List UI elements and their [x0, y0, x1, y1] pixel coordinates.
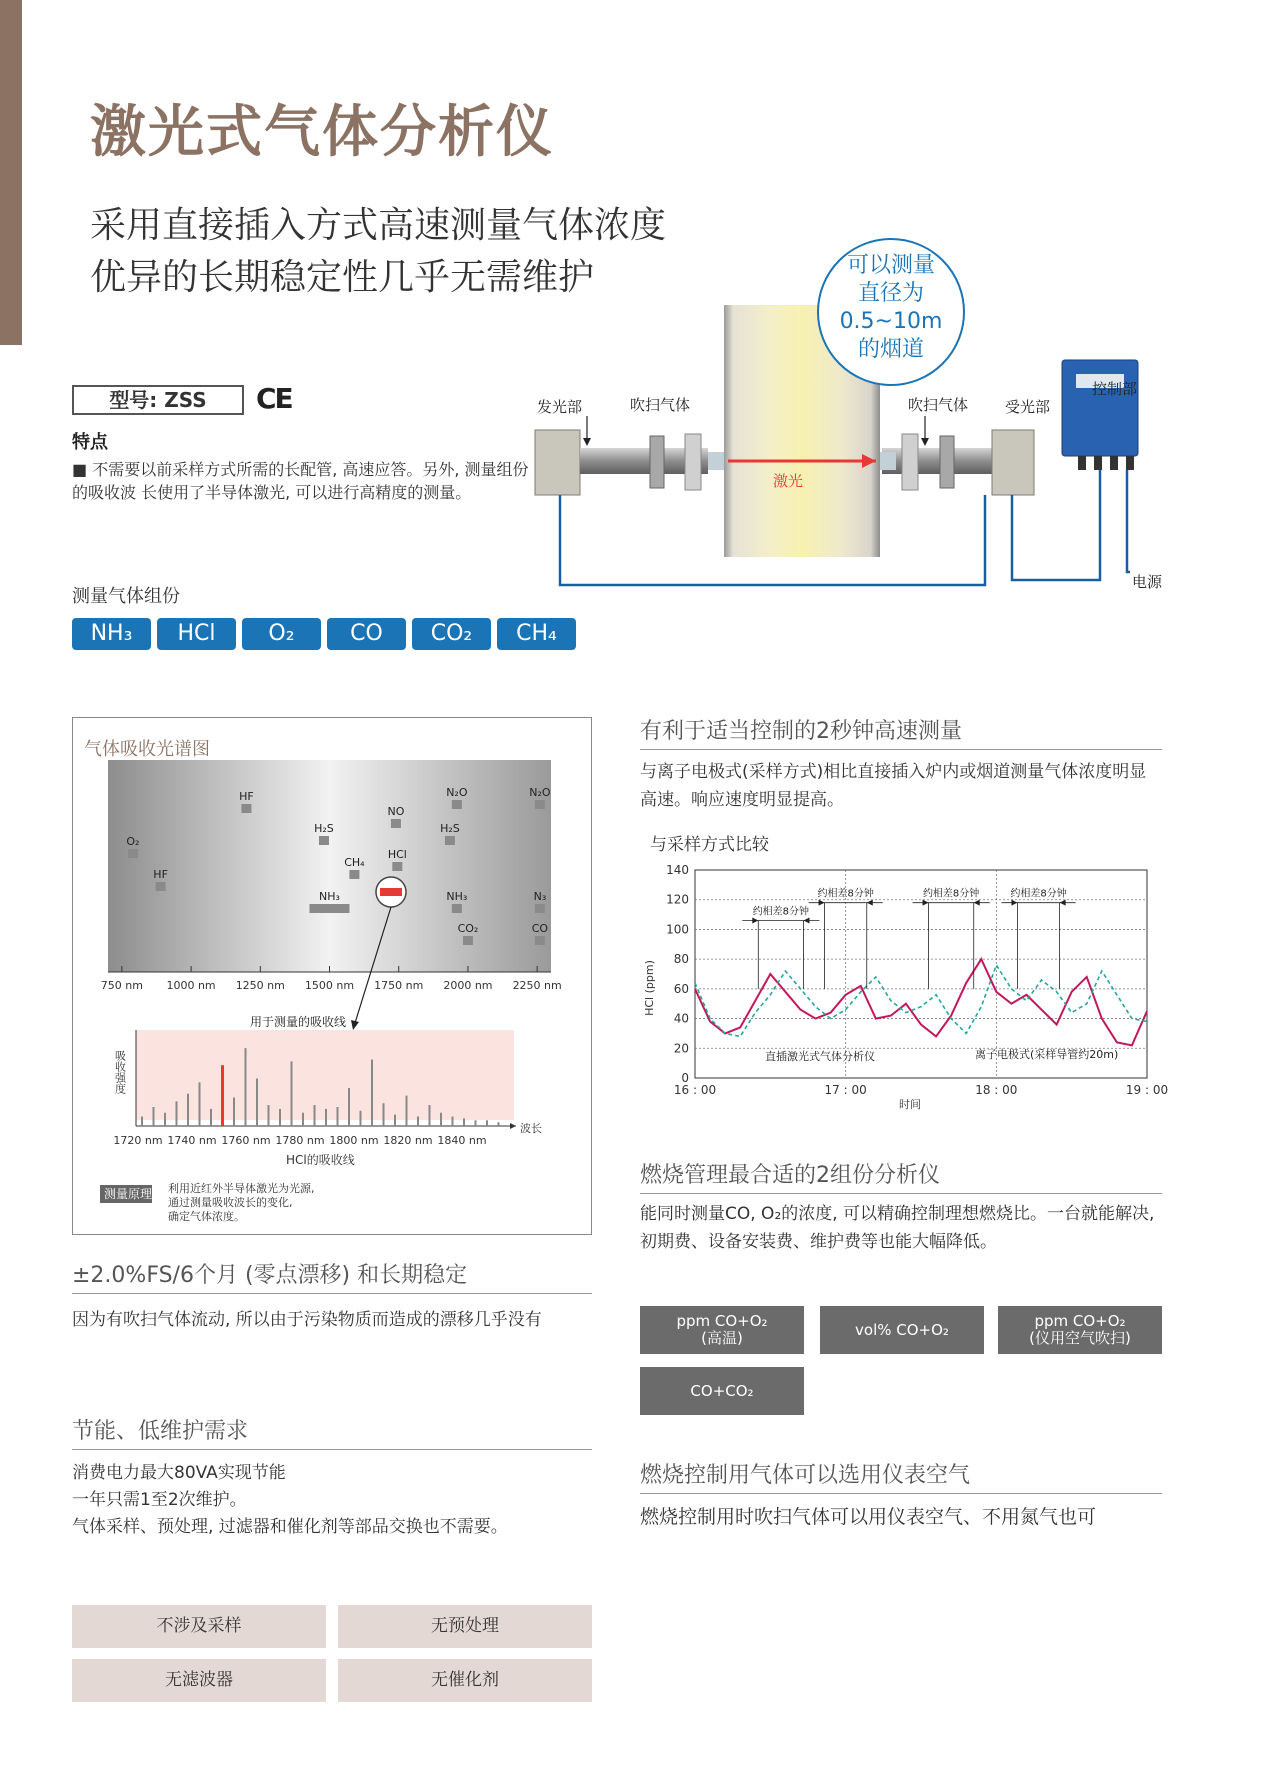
comparison-chart — [643, 858, 1169, 1118]
y-tick-label: 40 — [673, 1011, 689, 1026]
legend-ion: 离子电极式(采样导管约20m) — [975, 1048, 1119, 1061]
receiver-label: 受光部 — [1005, 398, 1051, 416]
band-tick-label: 1750 nm — [374, 979, 424, 992]
band-tick-label: 2000 nm — [443, 979, 493, 992]
subtitle-line-1: 采用直接插入方式高速测量气体浓度 — [90, 205, 667, 246]
features-heading: 特点 — [72, 432, 108, 453]
absorption-band — [445, 836, 455, 845]
x-tick-label: 16 : 00 — [673, 1083, 717, 1097]
benefit-tile: 无滤波器 — [72, 1659, 326, 1702]
gas-band-label: CO — [531, 922, 549, 935]
benefit-tile: 不涉及采样 — [72, 1605, 326, 1648]
zoom-label: 用于测量的吸收线 — [250, 1015, 347, 1029]
gas-band-label: HF — [239, 790, 254, 803]
spectrum-title: 气体吸收光谱图 — [84, 739, 210, 760]
power-cable — [1127, 470, 1130, 572]
gas-band-label: CH₄ — [344, 856, 365, 869]
energy-line: 一年只需1至2次维护。 — [72, 1490, 247, 1510]
controller-label: 控制部 — [1092, 380, 1138, 398]
gas-band-label: NH₃ — [319, 890, 340, 903]
zoom-tick-label: 1820 nm — [383, 1134, 433, 1147]
energy-text — [72, 1460, 592, 1541]
combo-option — [640, 1306, 804, 1354]
gases-heading: 测量气体组份 — [72, 586, 180, 607]
receiver-unit — [992, 430, 1034, 495]
absorption-band — [535, 904, 545, 913]
absorption-band — [241, 804, 251, 813]
energy-heading: 节能、低维护需求 — [72, 1414, 592, 1450]
combustion-heading: 燃烧管理最合适的2组份分析仪 — [640, 1158, 1162, 1194]
gas-pill-list — [72, 618, 576, 650]
y-tick-label: 20 — [673, 1041, 689, 1056]
chart-frame — [695, 870, 1147, 1078]
band-tick-label: 750 nm — [100, 979, 143, 992]
laser-label: 激光 — [773, 472, 804, 490]
energy-line: 气体采样、预处理, 过滤器和催化剂等部品交换也不需要。 — [72, 1517, 508, 1537]
y-tick-label: 0 — [681, 1071, 689, 1085]
combo-option-label: ppm CO+O₂ (高温) — [676, 1312, 768, 1347]
combo-option — [998, 1306, 1162, 1354]
air-heading: 燃烧控制用气体可以选用仪表空气 — [640, 1458, 1162, 1494]
zoom-tick-label: 1840 nm — [437, 1134, 487, 1147]
principle-text: 利用近红外半导体激光为光源, — [168, 1182, 315, 1195]
arrow-icon — [1011, 900, 1017, 906]
gas-band-label: N₂O — [446, 786, 468, 799]
accent-bar — [0, 0, 22, 345]
annotation-label: 约相差8分钟 — [752, 906, 810, 918]
subtitle-line-2: 优异的长期稳定性几乎无需维护 — [90, 257, 595, 298]
gas-band-label: N₃ — [533, 890, 547, 903]
gas-pill: NH₃ — [72, 618, 151, 650]
power-label: 电源 — [1132, 573, 1163, 591]
arrow-icon — [803, 918, 809, 924]
emitter-label: 发光部 — [537, 398, 583, 416]
air-text: 燃烧控制用时吹扫气体可以用仪表空气、不用氮气也可 — [640, 1506, 1097, 1528]
band-tick-label: 1250 nm — [235, 979, 285, 992]
bubble-line: 直径为 — [857, 281, 924, 306]
arrow-icon — [819, 900, 825, 906]
gas-pill: O₂ — [242, 618, 321, 650]
absorption-band — [452, 904, 462, 913]
principle-tag-label: 测量原理 — [104, 1187, 153, 1201]
combo-option-label: ppm CO+O₂ (仪用空气吹扫) — [1029, 1312, 1131, 1347]
chart-title: 与采样方式比较 — [650, 835, 769, 855]
zoom-tick-label: 1720 nm — [113, 1134, 163, 1147]
gas-band-label: NO — [387, 805, 405, 818]
speed-text: 与离子电极式(采样方式)相比直接插入炉内或烟道测量气体浓度明显高速。响应速度明显提高。 — [640, 762, 1147, 810]
combo-option — [820, 1306, 984, 1354]
gas-band-label: CO₂ — [457, 922, 479, 935]
zoom-tick-label: 1780 nm — [275, 1134, 325, 1147]
zoom-tick-label: 1800 nm — [329, 1134, 379, 1147]
zoom-tick-label: 1760 nm — [221, 1134, 271, 1147]
gas-pill: HCl — [157, 618, 236, 650]
gas-band-label: H₂S — [314, 822, 334, 835]
spectrum-figure — [100, 760, 570, 1230]
drift-heading: ±2.0%FS/6个月 (零点漂移) 和长期稳定 — [72, 1258, 592, 1294]
combo-option — [640, 1367, 804, 1415]
purge-right-label: 吹扫气体 — [908, 396, 969, 414]
annotation-label: 约相差8分钟 — [1010, 888, 1067, 900]
x-tick-label: 17 : 00 — [824, 1083, 867, 1097]
gas-band-label: N₂O — [529, 786, 551, 799]
zoom-ylabel: 吸收强度 — [113, 1050, 127, 1094]
bubble-line: 可以测量 — [846, 253, 935, 278]
gas-pill: CO₂ — [412, 618, 491, 650]
annotation-label: 约相差8分钟 — [922, 888, 980, 900]
y-tick-label: 100 — [666, 922, 689, 937]
band-tick-label: 1500 nm — [304, 979, 355, 992]
absorption-band — [535, 936, 545, 945]
absorption-band — [391, 819, 401, 828]
absorption-band — [535, 800, 545, 809]
series-line — [695, 959, 1147, 1045]
absorption-band — [128, 849, 138, 858]
legend-laser: 直插激光式气体分析仪 — [765, 1050, 875, 1063]
combo-option-label: CO+CO₂ — [690, 1381, 754, 1400]
gas-band-label: NH₃ — [446, 890, 468, 903]
chart-xlabel: 时间 — [899, 1098, 921, 1111]
absorption-band — [349, 870, 359, 879]
zoom-caption: HCl的吸收线 — [286, 1153, 355, 1167]
spectrum-band — [108, 760, 551, 972]
combustion-text: 能同时测量CO, O₂的浓度, 可以精确控制理想燃烧比。一台就能解决, 初期费、设备安装费、维护费等也能大幅降低。 — [640, 1204, 1155, 1252]
page-title: 激光式气体分析仪 — [90, 100, 554, 165]
zoom-panel — [136, 1030, 514, 1120]
page-subtitle — [90, 200, 666, 304]
gas-pill: CO — [327, 618, 406, 650]
emitter-unit — [535, 430, 580, 495]
gas-band-label: HF — [153, 868, 168, 881]
model-badge: 型号: ZSS — [72, 385, 244, 415]
x-tick-label: 19 : 00 — [1125, 1083, 1169, 1097]
absorption-band — [310, 904, 350, 913]
bubble-line: 0.5~10m — [839, 309, 943, 334]
arrow-icon — [974, 900, 980, 906]
features-text: ■ 不需要以前采样方式所需的长配管, 高速应答。另外, 测量组份的吸收波 长使用了半导体激光, 可以进行高精度的测量。 — [72, 460, 529, 502]
zoom-xlabel: 波长 — [520, 1122, 542, 1135]
arrow-icon — [923, 900, 929, 906]
band-tick-label: 1000 nm — [166, 979, 216, 992]
gas-pill: CH₄ — [497, 618, 576, 650]
chart-ylabel: HCl (ppm) — [643, 960, 656, 1016]
gas-band-label: O₂ — [126, 835, 140, 848]
annotation-label: 约相差8分钟 — [817, 888, 874, 900]
purge-left-label: 吹扫气体 — [630, 396, 691, 414]
y-tick-label: 60 — [673, 981, 689, 996]
right-probe — [882, 448, 992, 474]
absorption-band — [452, 800, 462, 809]
gas-band-label: H₂S — [440, 822, 460, 835]
gas-band-label: HCl — [387, 848, 407, 861]
diameter-bubble — [817, 238, 965, 386]
principle-text: 确定气体浓度。 — [168, 1210, 245, 1223]
arrow-icon — [1060, 900, 1066, 906]
combo-option-label: vol% CO+O₂ — [855, 1320, 949, 1339]
band-tick-label: 2250 nm — [512, 979, 562, 992]
y-tick-label: 80 — [673, 952, 689, 967]
absorption-band — [319, 836, 329, 845]
principle-text: 通过测量吸收波长的变化, — [168, 1196, 293, 1209]
benefit-tile: 无催化剂 — [338, 1659, 592, 1702]
y-tick-label: 140 — [666, 863, 689, 877]
zoom-tick-label: 1740 nm — [167, 1134, 217, 1147]
energy-line: 消费电力最大80VA实现节能 — [72, 1463, 286, 1483]
x-tick-label: 18 : 00 — [975, 1083, 1018, 1097]
arrow-icon — [867, 900, 873, 906]
absorption-band — [463, 936, 473, 945]
drift-text: 因为有吹扫气体流动, 所以由于污染物质而造成的漂移几乎没有 — [72, 1310, 542, 1330]
speed-heading: 有利于适当控制的2秒钟高速测量 — [640, 714, 1162, 750]
bubble-line: 的烟道 — [857, 337, 924, 362]
benefit-tile: 无预处理 — [338, 1605, 592, 1648]
ce-mark-icon: CE — [256, 382, 292, 415]
absorption-band — [156, 882, 166, 891]
absorption-band — [392, 862, 402, 871]
y-tick-label: 120 — [666, 892, 689, 907]
arrow-icon — [752, 918, 758, 924]
